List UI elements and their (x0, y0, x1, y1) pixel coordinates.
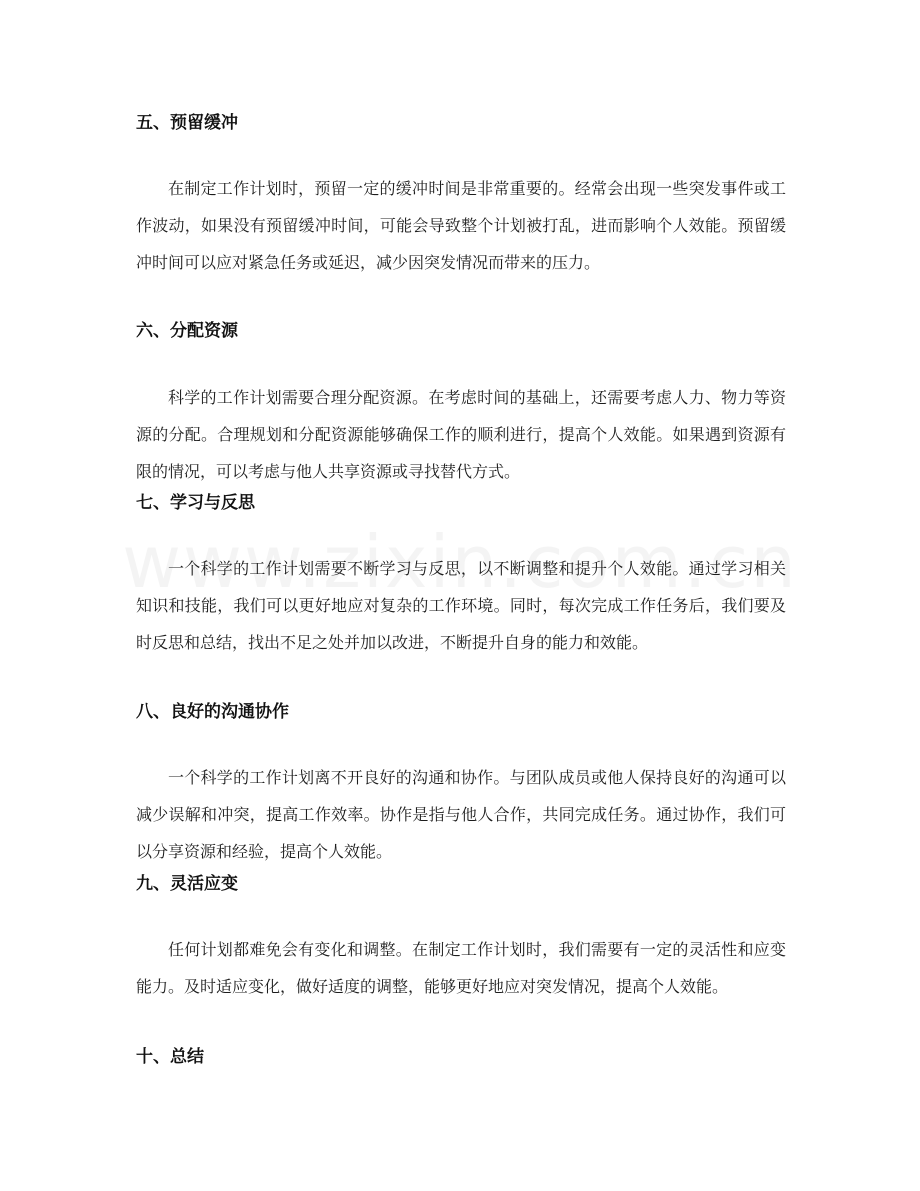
section-reserve-buffer (136, 111, 786, 281)
section-heading: 五、预留缓冲 (136, 113, 238, 133)
section-heading: 十、总结 (136, 1047, 204, 1067)
section-allocate-resources (136, 319, 786, 490)
section-heading: 九、灵活应变 (136, 874, 238, 894)
section-heading: 七、学习与反思 (136, 493, 255, 513)
section-flexibility (136, 872, 786, 1005)
section-communication-collaboration (136, 700, 786, 870)
section-paragraph: 科学的工作计划需要合理分配资源。在考虑时间的基础上，还需要考虑人力、物力等资源的分配。合理规划和分配资源能够确保工作的顺利进行，提高个人效能。如果遇到资源有限的情况，可以考虑与他人共享资源或寻找替代方式。 (136, 388, 786, 481)
section-paragraph: 一个科学的工作计划需要不断学习与反思，以不断调整和提升个人效能。通过学习相关知识和技能，我们可以更好地应对复杂的工作环境。同时，每次完成工作任务后，我们要及时反思和总结，找出不足之处并加以改进，不断提升自身的能力和效能。 (136, 559, 786, 652)
section-learning-reflection (136, 491, 786, 661)
section-heading: 八、良好的沟通协作 (136, 702, 289, 722)
section-paragraph: 任何计划都难免会有变化和调整。在制定工作计划时，我们需要有一定的灵活性和应变能力。及时适应变化，做好适度的调整，能够更好地应对突发情况，提高个人效能。 (136, 940, 786, 996)
section-paragraph: 一个科学的工作计划离不开良好的沟通和协作。与团队成员或他人保持良好的沟通可以减少误解和冲突，提高工作效率。协作是指与他人合作，共同完成任务。通过协作，我们可以分享资源和经验，提高个人效能。 (136, 768, 786, 861)
section-paragraph: 在制定工作计划时，预留一定的缓冲时间是非常重要的。经常会出现一些突发事件或工作波动，如果没有预留缓冲时间，可能会导致整个计划被打乱，进而影响个人效能。预留缓冲时间可以应对紧急任务或延迟，减少因突发情况而带来的压力。 (136, 179, 786, 272)
section-heading: 六、分配资源 (136, 321, 238, 341)
section-summary (136, 1045, 786, 1069)
